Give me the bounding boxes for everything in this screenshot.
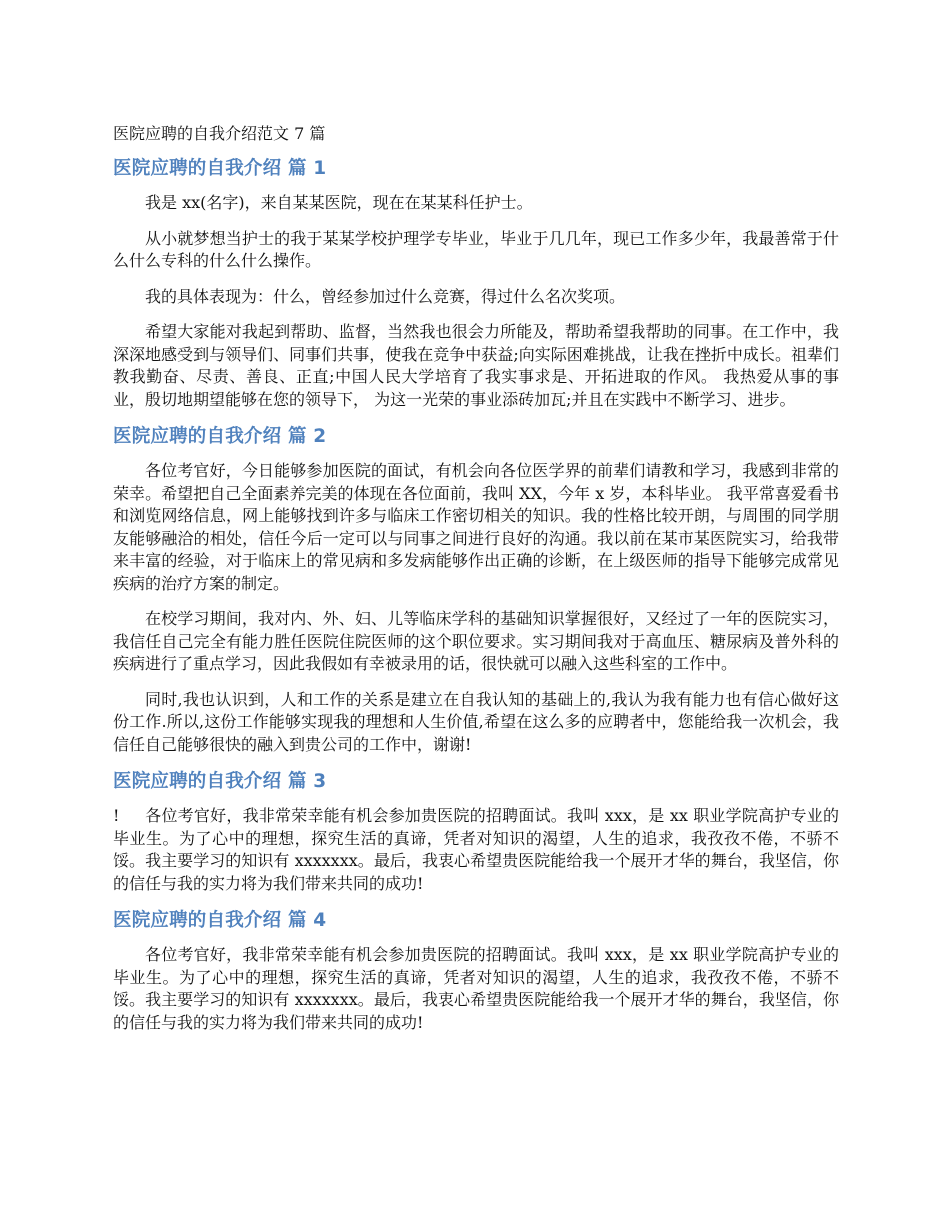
- section-3: [113, 769, 839, 895]
- paragraph: 在校学习期间，我对内、外、妇、儿等临床学科的基础知识掌握很好，又经过了一年的医院实习，我信任自己完全有能力胜任医院住院医师的这个职位要求。实习期间我对于高血压、糖尿病及普外科的疾病进行了重点学习，因此我假如有幸被录用的话，很快就可以融入这些科室的工作中。: [113, 609, 839, 673]
- section-2: [113, 424, 839, 756]
- paragraph-with-lead: [113, 805, 839, 895]
- paragraph: 同时,我也认识到，人和工作的关系是建立在自我认知的基础上的,我认为我有能力也有信心做好这份工作.所以,这份工作能够实现我的理想和人生价值,希望在这么多的应聘者中，您能给我一次机会，我信任自己能够很快的融入到贵公司的工作中，谢谢!: [113, 689, 839, 754]
- section-heading: 医院应聘的自我介绍 篇 4: [113, 910, 327, 931]
- paragraph: 各位考官好，今日能够参加医院的面试，有机会向各位医学界的前辈们请教和学习，我感到非常的荣幸。希望把自己全面素养完美的体现在各位面前，我叫 XX，今年 x 岁，本科毕业。 我平常喜爱看书和浏览网络信息，网上能够找到许多与临床工作密切相关的知识。我的性格比较开朗，与周围的同学朋友能够融洽的相处，信任今后一定可以与同事之间进行良好的沟通。我以前在某市某医院实习，给我带来丰富的经验，对于临床上的常见病和多发病能够作出正确的诊断，在上级医师的指导下能够完成常见疾病的治疗方案的制定。: [113, 461, 839, 593]
- paragraph-text: 各位考官好，我非常荣幸能有机会参加贵医院的招聘面试。我叫 xxx，是 xx 职业学院高护专业的毕业生。为了心中的理想，探究生活的真谛，凭者对知识的渴望，人生的追求，我孜孜不倦，不骄不馁。我主要学习的知识有 xxxxxxx。最后，我衷心希望贵医院能给我一个展开才华的舞台，我坚信，你的信任与我的实力将为我们带来共同的成功!: [113, 806, 839, 893]
- section-heading: 医院应聘的自我介绍 篇 2: [113, 426, 327, 447]
- section-1: [113, 156, 839, 411]
- paragraph: 我的具体表现为：什么，曾经参加过什么竞赛，得过什么名次奖项。: [145, 286, 626, 306]
- document-page: [113, 122, 839, 1047]
- section-4: [113, 908, 839, 1034]
- paragraph: 从小就梦想当护士的我于某某学校护理学专毕业，毕业于几几年，现已工作多少年，我最善常于什么什么专科的什么什么操作。: [113, 228, 839, 270]
- section-heading: 医院应聘的自我介绍 篇 3: [113, 771, 327, 792]
- document-title: 医院应聘的自我介绍范文 7 篇: [113, 124, 326, 143]
- paragraph: 我是 xx(名字)，来自某某医院，现在在某某科任护士。: [145, 193, 533, 212]
- paragraph: 各位考官好，我非常荣幸能有机会参加贵医院的招聘面试。我叫 xxx，是 xx 职业学院高护专业的毕业生。为了心中的理想，探究生活的真谛，凭者对知识的渴望，人生的追求，我孜孜不倦，不骄不馁。我主要学习的知识有 xxxxxxx。最后，我衷心希望贵医院能给我一个展开才华的舞台，我坚信，你的信任与我的实力将为我们带来共同的成功!: [113, 945, 839, 1032]
- section-heading: 医院应聘的自我介绍 篇 1: [113, 158, 327, 179]
- paragraph: 希望大家能对我起到帮助、监督，当然我也很会力所能及，帮助希望我帮助的同事。在工作中，我深深地感受到与领导们、同事们共事，使我在竞争中获益;向实际困难挑战，让我在挫折中成长。祖辈们教我勤奋、尽责、善良、正直;中国人民大学培育了我实事求是、开拓进取的作风。 我热爱从事的事业，殷切地期望能够在您的领导下， 为这一光荣的事业添砖加瓦;并且在实践中不断学习、进步。: [113, 322, 839, 409]
- lead-mark: !: [113, 806, 120, 825]
